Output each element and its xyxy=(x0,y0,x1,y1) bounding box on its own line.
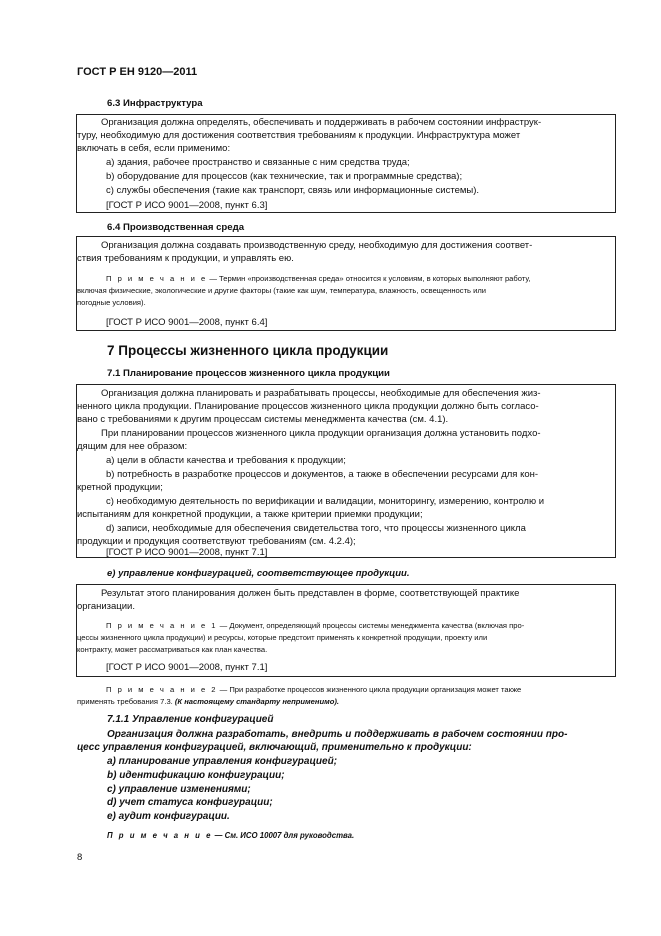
s71-note1-1 xyxy=(77,620,609,631)
section-7-title: 7 Процессы жизненного цикла продукции xyxy=(107,343,389,358)
s64-note-label: П р и м е ч а н и е xyxy=(106,274,208,283)
s71-item-d-2: продукции и продукция соответствуют требованиям (см. 4.2.4); xyxy=(77,536,356,547)
s711-note-text: — См. ИСО 10007 для руководства. xyxy=(212,831,355,840)
s71-note2-text-1: — При разработке процессов жизненного цикла продукции организация может также xyxy=(217,685,522,694)
s71-note2-label: П р и м е ч а н и е 2 xyxy=(106,685,218,694)
section-7-1-box xyxy=(76,384,616,558)
s71-line-4: При планировании процессов жизненного цикла продукции организация должна установить подхо- xyxy=(101,428,541,439)
s63-item-b: b) оборудование для процессов (как технические, так и программные средства); xyxy=(106,171,463,182)
s71-line-2: ненного цикла продукции. Планирование процессов жизненного цикла продукции должно быть согласо- xyxy=(77,401,539,412)
s71-note1-2: цессы жизненного цикла продукции) и ресурсы, которые предстоит применять к конкретной продукции, проекту или xyxy=(77,633,488,642)
s71-reference-2: [ГОСТ Р ИСО 9001—2008, пункт 7.1] xyxy=(106,662,268,673)
s71-item-c-2: испытаниям для конкретной продукции, а также критерии приемки продукции; xyxy=(77,509,423,520)
document-header: ГОСТ Р ЕН 9120—2011 xyxy=(77,66,198,78)
s711-note-label: П р и м е ч а н и е xyxy=(107,831,213,840)
section-6-4-title: 6.4 Производственная среда xyxy=(107,222,245,233)
section-6-4-box xyxy=(76,236,616,331)
s71-note2 xyxy=(77,684,615,708)
s71-note1-3: контракту, может рассматриваться как план качества. xyxy=(77,645,268,654)
s711-item-a: a) планирование управления конфигурацией; xyxy=(107,756,338,767)
page-number: 8 xyxy=(77,852,83,863)
s71-item-d-1: d) записи, необходимые для обеспечения свидетельства того, что процессы жизненного цикла xyxy=(106,523,526,534)
s711-item-d: d) учет статуса конфигурации; xyxy=(107,797,273,808)
s711-text-2: цесс управления конфигурацией, включающий, применительно к продукции: xyxy=(77,742,472,753)
s64-reference: [ГОСТ Р ИСО 9001—2008, пункт 6.4] xyxy=(106,317,268,328)
section-6-3-title: 6.3 Инфраструктура xyxy=(107,98,203,109)
s63-item-a: a) здания, рабочее пространство и связанные с ним средства труда; xyxy=(106,157,410,168)
s711-item-e: e) аудит конфигурации. xyxy=(107,811,230,822)
s71-line-3: вано с требованиями к другим процессам системы менеджмента качества (см. 4.1). xyxy=(77,414,449,425)
s71-item-e: e) управление конфигурацией, соответствующее продукции. xyxy=(107,568,410,579)
section-7-1-title: 7.1 Планирование процессов жизненного цикла продукции xyxy=(107,368,390,379)
s71-note2-text-3: (К настоящему стандарту неприменимо). xyxy=(174,697,340,706)
s64-note-2: включая физические, экологические и другие факторы (такие как шум, температура, влажность, освещенность или xyxy=(77,286,487,295)
s63-intro-2: туру, необходимую для достижения соответствия требованиям к продукции. Инфраструктура может xyxy=(77,130,521,141)
section-6-3-box xyxy=(76,114,616,213)
s71-line-5: дящим для нее образом: xyxy=(77,441,188,452)
s71-note2-line-2 xyxy=(77,696,615,708)
s64-note-3: погодные условия). xyxy=(77,298,146,307)
s71-item-b-1: b) потребность в разработке процессов и документов, а также в обеспечении ресурсами для кон- xyxy=(106,469,539,480)
s711-item-b: b) идентификацию конфигурации; xyxy=(107,770,285,781)
s64-text-2: ствия требованиям к продукции, и управлять ею. xyxy=(77,253,294,264)
s63-reference: [ГОСТ Р ИСО 9001—2008, пункт 6.3] xyxy=(106,200,268,211)
section-7-1-result-box xyxy=(76,584,616,677)
section-7-1-1-title: 7.1.1 Управление конфигурацией xyxy=(107,714,274,725)
s71-item-c-1: c) необходимую деятельность по верификации и валидации, мониторингу, измерению, контролю и xyxy=(106,496,545,507)
s71-line-1: Организация должна планировать и разрабатывать процессы, необходимые для обеспечения жиз- xyxy=(101,388,541,399)
s711-item-c: c) управление изменениями; xyxy=(107,784,251,795)
s64-note-text-1: — Термин «производственная среда» относится к условиям, в которых выполняют работу, xyxy=(207,274,531,283)
s71-note1-label: П р и м е ч а н и е 1 xyxy=(106,621,218,630)
s71-note1-text-1: — Документ, определяющий процессы системы менеджмента качества (включая про- xyxy=(217,621,525,630)
s71-reference: [ГОСТ Р ИСО 9001—2008, пункт 7.1] xyxy=(106,547,268,558)
s71-result-2: организации. xyxy=(77,601,135,612)
s63-intro-1: Организация должна определять, обеспечивать и поддерживать в рабочем состоянии инфраструк- xyxy=(101,117,542,128)
s71-item-b-2: кретной продукции; xyxy=(77,482,163,493)
s71-item-a: a) цели в области качества и требования к продукции; xyxy=(106,455,346,466)
s71-note2-line-1 xyxy=(77,684,615,696)
s63-intro-3: включать в себя, если применимо: xyxy=(77,143,231,154)
s711-note xyxy=(107,831,354,840)
s71-note2-text-2: применять требования 7.3. xyxy=(77,697,175,706)
s71-result-1: Результат этого планирования должен быть представлен в форме, соответствующей практике xyxy=(101,588,520,599)
s64-note-1 xyxy=(77,273,609,284)
s64-text-1: Организация должна создавать производственную среду, необходимую для достижения соответ- xyxy=(101,240,533,251)
s63-item-c: c) службы обеспечения (такие как транспорт, связь или информационные системы). xyxy=(106,185,480,196)
s711-text-1: Организация должна разработать, внедрить и поддерживать в рабочем состоянии про- xyxy=(107,729,568,740)
